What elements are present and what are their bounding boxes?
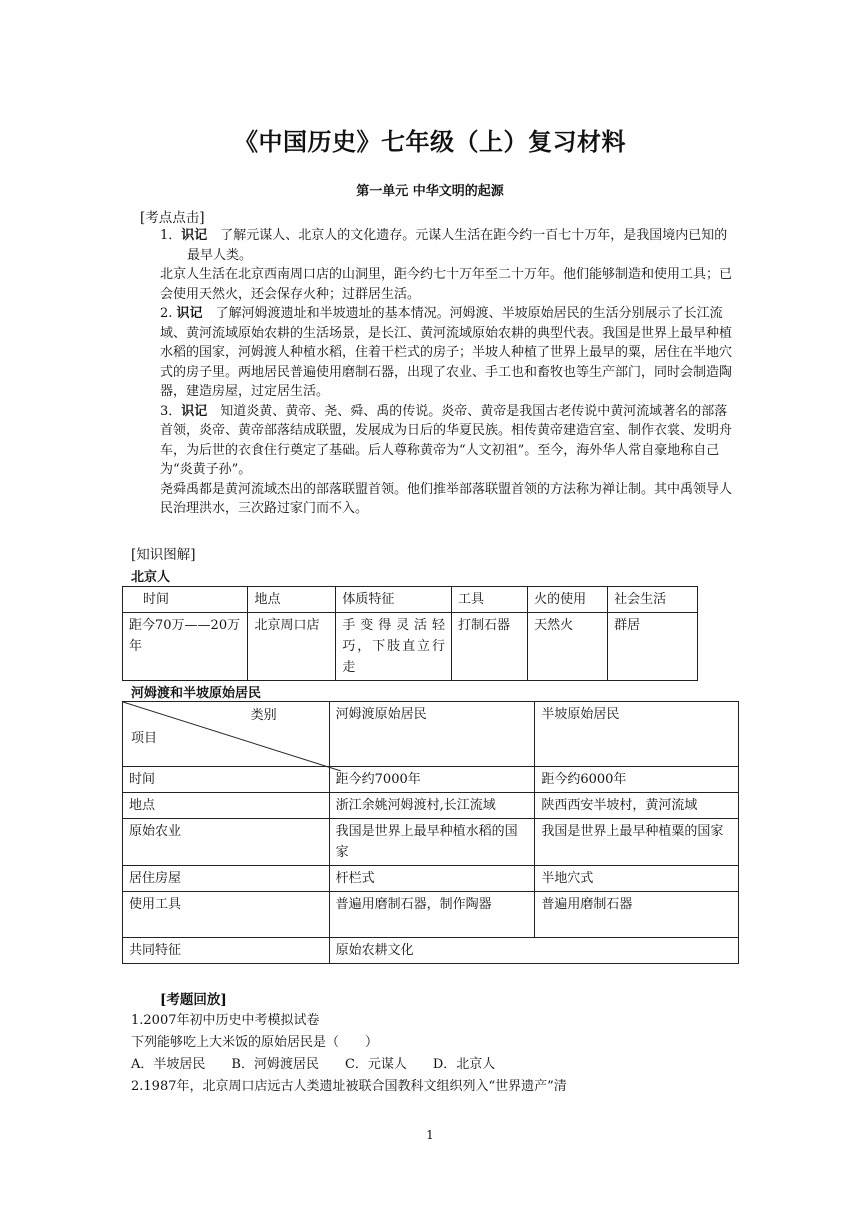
table-header-cell: 时间	[123, 587, 248, 613]
corner-bottom-label: 项目	[131, 731, 158, 746]
section-heading-huifang: [考题回放]	[160, 992, 227, 1008]
table-cell: 杆栏式	[329, 866, 535, 892]
table-row	[123, 866, 739, 892]
table2-label: 河姆渡和半坡原始居民	[131, 686, 262, 701]
item-key: 识记	[181, 403, 208, 419]
item-text: 了解元谋人、北京人的文化遗存。元谋人生活在距今约一百七十万年，是我国境内已知的最早人类。	[187, 228, 728, 263]
table-cell: 浙江余姚河姆渡村,长江流域	[329, 793, 535, 819]
table-cell: 天然火	[528, 613, 608, 681]
question-options: A．半坡居民 B．河姆渡居民 C．元谋人 D．北京人	[131, 1057, 496, 1072]
table-cell: 原始农业	[123, 819, 330, 866]
table1-label: 北京人	[131, 570, 171, 585]
table-header-cell: 地点	[248, 587, 336, 613]
item-number: 1．	[160, 228, 182, 243]
table-row	[123, 613, 698, 681]
table-cell: 距今约7000年	[329, 767, 535, 793]
kaodian-item-3	[160, 304, 734, 402]
section-heading-tujie: [知识图解]	[131, 547, 196, 563]
item-text: 知道炎黄、黄帝、尧、舜、禹的传说。炎帝、黄帝是我国古老传说中黄河流域著名的部落首领，炎帝、黄帝部落结成联盟，发展成为日后的华夏民族。相传黄帝建造宫室、制作衣裳、发明舟车，为后世的衣食住行奠定了基础。后人尊称黄帝为“人文初祖”。至今，海外华人常自豪地称自己为“炎黄子孙”。	[160, 403, 733, 477]
table-cell: 居住房屋	[123, 866, 330, 892]
kaodian-item-5: 尧舜禹都是黄河流域杰出的部落联盟首领。他们推举部落联盟首领的方法称为禅让制。其中禹领导人民治理洪水，三次路过家门而不入。	[160, 481, 733, 516]
table-row	[123, 938, 739, 964]
table-cell: 群居	[608, 613, 698, 681]
table-cell: 距今约6000年	[535, 767, 739, 793]
table-header-cell: 社会生活	[608, 587, 698, 613]
table-row	[123, 793, 739, 819]
table-cell: 使用工具	[123, 892, 330, 938]
table-cell: 地点	[123, 793, 330, 819]
table-row	[123, 892, 739, 938]
table-cell: 普遍用磨制石器	[535, 892, 739, 938]
kaodian-item-1	[160, 226, 734, 265]
table-header-row	[123, 587, 698, 613]
item-number: 2.	[160, 306, 177, 321]
table-row	[123, 819, 739, 866]
table-cell: 原始农耕文化	[329, 938, 738, 964]
document-title: 《中国历史》七年级（上）复习材料	[234, 128, 626, 156]
item-key: 识记	[181, 228, 208, 243]
table-cell: 半地穴式	[535, 866, 739, 892]
question-line: 1.2007年初中历史中考模拟试卷	[131, 1013, 320, 1028]
table-header-cell: 工具	[451, 587, 527, 613]
kaodian-body	[160, 226, 734, 519]
table-header-cell: 火的使用	[528, 587, 608, 613]
huifang-body	[131, 1010, 731, 1098]
table-header-cell: 河姆渡原始居民	[329, 702, 535, 767]
kaodian-item-4	[160, 402, 734, 480]
corner-top-label: 类别	[250, 708, 277, 723]
table-header-cell: 半坡原始居民	[535, 702, 739, 767]
item-key: 识记	[176, 306, 203, 321]
table-cell: 普遍用磨制石器，制作陶器	[329, 892, 535, 938]
hemudu-banpo-table	[122, 701, 739, 964]
unit-heading: 第一单元 中华文明的起源	[356, 184, 504, 199]
table-cell: 打制石器	[451, 613, 527, 681]
table-header-cell: 体质特征	[336, 587, 452, 613]
table-header-row	[123, 702, 739, 767]
item-number: 3．	[160, 403, 182, 419]
table-cell: 我国是世界上最早种植水稻的国家	[329, 819, 535, 866]
table-cell: 北京周口店	[248, 613, 336, 681]
table-cell: 距今70万——20万年	[123, 613, 248, 681]
section-heading-kaodian: [考点点击]	[140, 210, 205, 226]
table-cell: 手变得灵活轻巧，下肢直立行走	[336, 613, 452, 681]
beijing-man-table	[122, 586, 698, 681]
table-cell: 时间	[123, 767, 330, 793]
page-number: 1	[426, 1128, 434, 1142]
diagonal-header-cell	[123, 702, 330, 767]
question-line: 下列能够吃上大米饭的原始居民是（ ）	[131, 1035, 379, 1050]
table-cell: 共同特征	[123, 938, 330, 964]
kaodian-item-2: 北京人生活在北京西南周口店的山洞里，距今约七十万年至二十万年。他们能够制造和使用工具；已会使用天然火，还会保存火种；过群居生活。	[160, 267, 733, 302]
table-cell: 陕西西安半坡村，黄河流域	[535, 793, 739, 819]
question-line: 2.1987年，北京周口店远古人类遗址被联合国教科文组织列入“世界遗产”清	[131, 1079, 567, 1094]
item-text: 了解河姆渡遗址和半坡遗址的基本情况。河姆渡、半坡原始居民的生活分别展示了长江流域、黄河流域原始农耕的生活场景，是长江、黄河流域原始农耕的典型代表。我国是世界上最早种植水稻的国家，河姆渡人种植水稻，住着干栏式的房子；半坡人种植了世界上最早的粟，居住在半地穴式的房子里。两地居民普遍使用磨制石器，出现了农业、手工也和畜牧也等生产部门，同时会制造陶器，建造房屋，过定居生活。	[160, 306, 733, 399]
table-cell: 我国是世界上最早种植粟的国家	[535, 819, 739, 866]
